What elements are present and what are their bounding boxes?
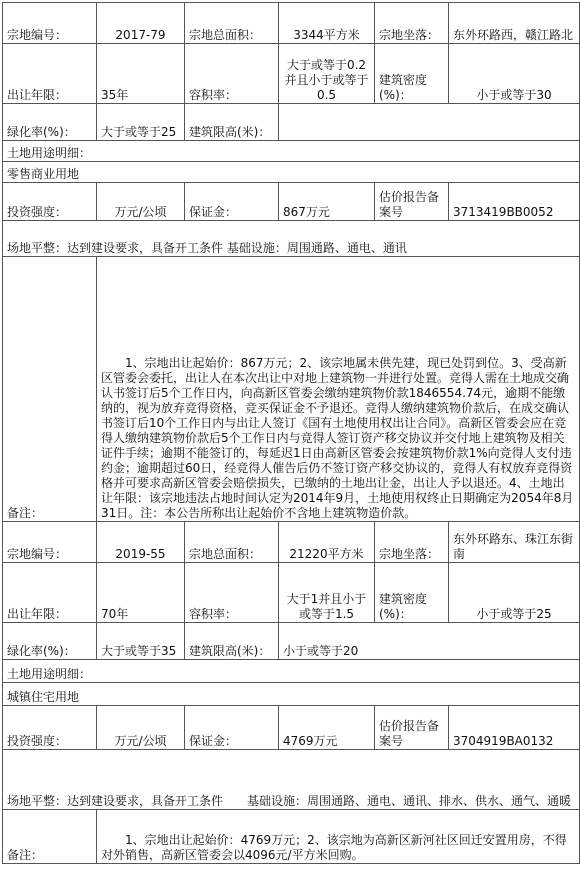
- label-land-use: 土地用途明细：: [3, 141, 580, 162]
- table-row: [3, 162, 580, 183]
- label-deposit: 保证金：: [185, 706, 279, 750]
- label-land-use: 土地用途明细：: [3, 660, 580, 683]
- table-row: [3, 660, 580, 683]
- notes-cell: [97, 810, 580, 864]
- table-row: [3, 750, 580, 810]
- table-row: [3, 3, 580, 44]
- value-height: [279, 104, 580, 141]
- label-density: 建筑密度(%)：: [375, 563, 449, 623]
- label-greening: 绿化率(%)：: [3, 623, 97, 660]
- site-conditions: 场地平整：达到建设要求，具备开工条件 基础设施：周围通路、通电、通讯: [3, 221, 580, 257]
- label-location: 宗地坐落：: [375, 3, 449, 44]
- table-row: [3, 563, 580, 623]
- label-height: 建筑限高(米)：: [185, 104, 279, 141]
- value-deposit: 4769万元: [279, 706, 375, 750]
- label-far: 容积率：: [185, 563, 279, 623]
- table-row: [3, 44, 580, 104]
- value-parcel-no: 2019-55: [97, 522, 185, 563]
- value-land-use: 零售商业用地: [3, 162, 580, 183]
- value-location: 东外环路东、珠江东街南: [449, 522, 580, 563]
- label-deposit: 保证金：: [185, 183, 279, 221]
- value-appraisal: 3713419BB0052: [449, 183, 580, 221]
- table-row: [3, 706, 580, 750]
- label-density: 建筑密度(%)：: [375, 44, 449, 104]
- notes-text: 1、宗地出让起始价：867万元；2、该宗地属未供先建，现已处罚到位。3、受高新区管委会委托，出让人在本次出让中对地上建筑物一并进行处置。竞得人需在土地成交确认书签订后5个工作日内，向高新区管委会缴纳建筑物价款1846554.74元，逾期不能缴纳的，视为放弃竞得资格，竞买保证金不予退还。竞得人缴纳建筑物价款后，在成交确认书签订后10个工作日内与出让人签订《国有土地使用权出让合同》。高新区管委会应在竞得人缴纳建筑物价款后5个工作日内与竞得人签订资产移交协议并交付地上建筑物及相关证件手续；逾期不能签订的，每延迟1日由高新区管委会按建筑物价款1%向竞得人支付违约金；逾期超过60日，经竞得人催告后仍不签订资产移交协议的，竞得人有权放弃竞得资格并可要求高新区管委会赔偿损失，已缴纳的土地出让金，出让人予以退还。4、土地出让年限：该宗地违法占地时间认定为2014年9月，土地使用权终止日期确定为2054年8月31日。注：本公告所称出让起始价不含地上建筑物造价款。: [101, 356, 574, 520]
- value-appraisal: 3704919BA0132: [449, 706, 580, 750]
- parcel-table: [2, 2, 580, 864]
- table-row: [3, 522, 580, 563]
- value-invest-unit: 万元/公顷: [97, 183, 185, 221]
- table-row: [3, 683, 580, 706]
- table-row: [3, 141, 580, 162]
- value-land-use: 城镇住宅用地: [3, 683, 580, 706]
- label-appraisal: 估价报告备案号: [375, 183, 449, 221]
- value-term: 35年: [97, 44, 185, 104]
- label-notes: 备注：: [3, 257, 97, 522]
- table-row: [3, 810, 580, 864]
- value-location: 东外环路西，赣江路北: [449, 3, 580, 44]
- label-notes: 备注：: [3, 810, 97, 864]
- value-density: 小于或等于30: [449, 44, 580, 104]
- label-invest: 投资强度：: [3, 183, 97, 221]
- label-area: 宗地总面积：: [185, 3, 279, 44]
- value-far: 大于1并且小于或等于1.5: [279, 563, 375, 623]
- label-height: 建筑限高(米)：: [185, 623, 279, 660]
- notes-text: 1、宗地出让起始价：4769万元；2、该宗地为高新区新河社区回迁安置用房，不得对外销售，高新区管委会以4096元/平方米回购。: [101, 833, 567, 862]
- label-term: 出让年限：: [3, 44, 97, 104]
- table-row: [3, 623, 580, 660]
- value-density: 小于或等于25: [449, 563, 580, 623]
- value-greening: 大于或等于35: [97, 623, 185, 660]
- label-area: 宗地总面积：: [185, 522, 279, 563]
- table-row: [3, 104, 580, 141]
- label-greening: 绿化率(%)：: [3, 104, 97, 141]
- value-invest-unit: 万元/公顷: [97, 706, 185, 750]
- value-parcel-no: 2017-79: [97, 3, 185, 44]
- value-far: 大于或等于0.2并且小于或等于0.5: [279, 44, 375, 104]
- value-term: 70年: [97, 563, 185, 623]
- table-row: [3, 221, 580, 257]
- label-parcel-no: 宗地编号：: [3, 3, 97, 44]
- label-invest: 投资强度：: [3, 706, 97, 750]
- table-row: [3, 183, 580, 221]
- notes-cell: [97, 257, 580, 522]
- value-deposit: 867万元: [279, 183, 375, 221]
- site-conditions: 场地平整：达到建设要求，具备开工条件 基础设施：周围通路、通电、通讯、排水、供水、通气、通暖: [3, 750, 580, 810]
- label-appraisal: 估价报告备案号: [375, 706, 449, 750]
- label-parcel-no: 宗地编号：: [3, 522, 97, 563]
- value-greening: 大于或等于25: [97, 104, 185, 141]
- label-location: 宗地坐落：: [375, 522, 449, 563]
- table-row: [3, 257, 580, 522]
- value-height: 小于或等于20: [279, 623, 580, 660]
- label-far: 容积率：: [185, 44, 279, 104]
- value-area: 21220平方米: [279, 522, 375, 563]
- value-area: 3344平方米: [279, 3, 375, 44]
- label-term: 出让年限：: [3, 563, 97, 623]
